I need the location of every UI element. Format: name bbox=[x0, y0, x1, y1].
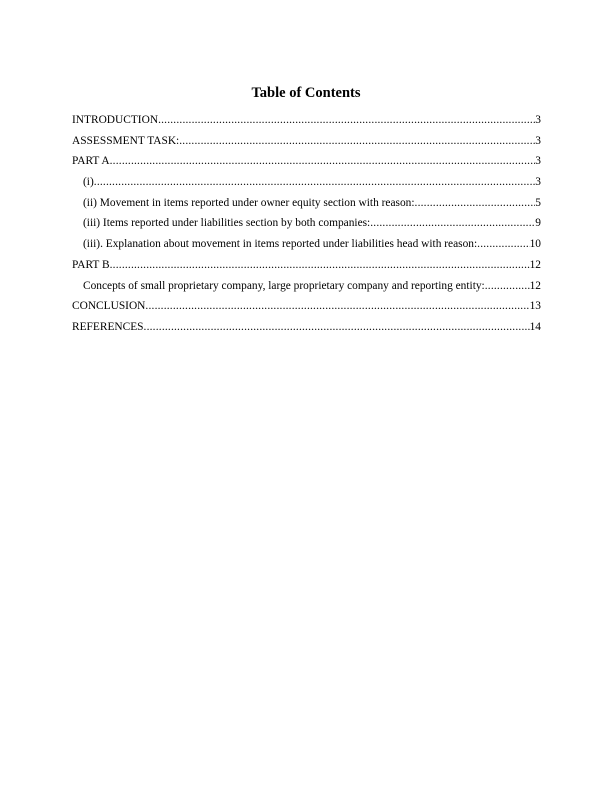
toc-page-number: 9 bbox=[535, 217, 541, 230]
toc-page-number: 3 bbox=[535, 134, 541, 147]
toc-entry-introduction[interactable] bbox=[72, 113, 541, 134]
toc-entry-text: INTRODUCTION bbox=[72, 114, 159, 126]
toc-page-number: 13 bbox=[529, 300, 541, 313]
toc-entry-part-a-i[interactable] bbox=[72, 175, 541, 196]
dot-leader bbox=[110, 154, 536, 168]
toc-entry-text: Concepts of small proprietary company, large proprietary company and reporting entity: bbox=[83, 279, 485, 292]
dot-leader bbox=[415, 196, 536, 210]
dot-leader bbox=[370, 216, 535, 230]
toc-page-number: 12 bbox=[529, 258, 541, 271]
dot-leader bbox=[94, 175, 536, 189]
toc-entry-references[interactable] bbox=[72, 320, 541, 341]
toc-entry-assessment-task[interactable] bbox=[72, 134, 541, 155]
page-title: Table of Contents bbox=[251, 85, 361, 101]
toc-page-number: 3 bbox=[535, 176, 541, 189]
toc-entry-text: (iii) Items reported under liabilities section by both companies: bbox=[83, 217, 371, 230]
toc-entry-conclusion[interactable] bbox=[72, 299, 541, 320]
toc-entry-part-b-concepts[interactable] bbox=[72, 279, 541, 300]
dot-leader bbox=[179, 134, 535, 148]
dot-leader bbox=[477, 237, 529, 251]
dot-leader bbox=[110, 258, 530, 272]
toc-entry-text: ASSESSMENT TASK: bbox=[72, 134, 180, 147]
toc-page-number: 3 bbox=[535, 114, 541, 126]
toc-entry-part-a-iii[interactable] bbox=[72, 216, 541, 237]
toc-entry-text: (i) bbox=[83, 176, 94, 189]
toc-page-number: 3 bbox=[535, 155, 541, 168]
toc-entry-part-a[interactable] bbox=[72, 154, 541, 175]
dot-leader bbox=[144, 320, 530, 334]
toc-entry-text: (ii) Movement in items reported under owner equity section with reason: bbox=[83, 196, 415, 209]
toc-entry-text: PART A bbox=[72, 155, 110, 168]
toc-entry-text: PART B bbox=[72, 258, 110, 271]
toc-entry-text: REFERENCES bbox=[72, 320, 144, 333]
toc-page-number: 10 bbox=[529, 238, 541, 251]
table-of-contents bbox=[72, 113, 541, 341]
toc-page-number: 5 bbox=[535, 196, 541, 209]
toc-page-number: 14 bbox=[529, 320, 541, 333]
dot-leader bbox=[158, 113, 535, 127]
dot-leader bbox=[145, 299, 529, 313]
toc-entry-part-a-ii[interactable] bbox=[72, 196, 541, 217]
toc-entry-part-a-iii-explanation[interactable] bbox=[72, 237, 541, 258]
toc-page-number: 12 bbox=[529, 279, 541, 292]
dot-leader bbox=[485, 279, 530, 293]
toc-entry-text: CONCLUSION bbox=[72, 300, 146, 313]
toc-entry-part-b[interactable] bbox=[72, 258, 541, 279]
toc-entry-text: (iii). Explanation about movement in items reported under liabilities head with reason: bbox=[83, 238, 478, 251]
